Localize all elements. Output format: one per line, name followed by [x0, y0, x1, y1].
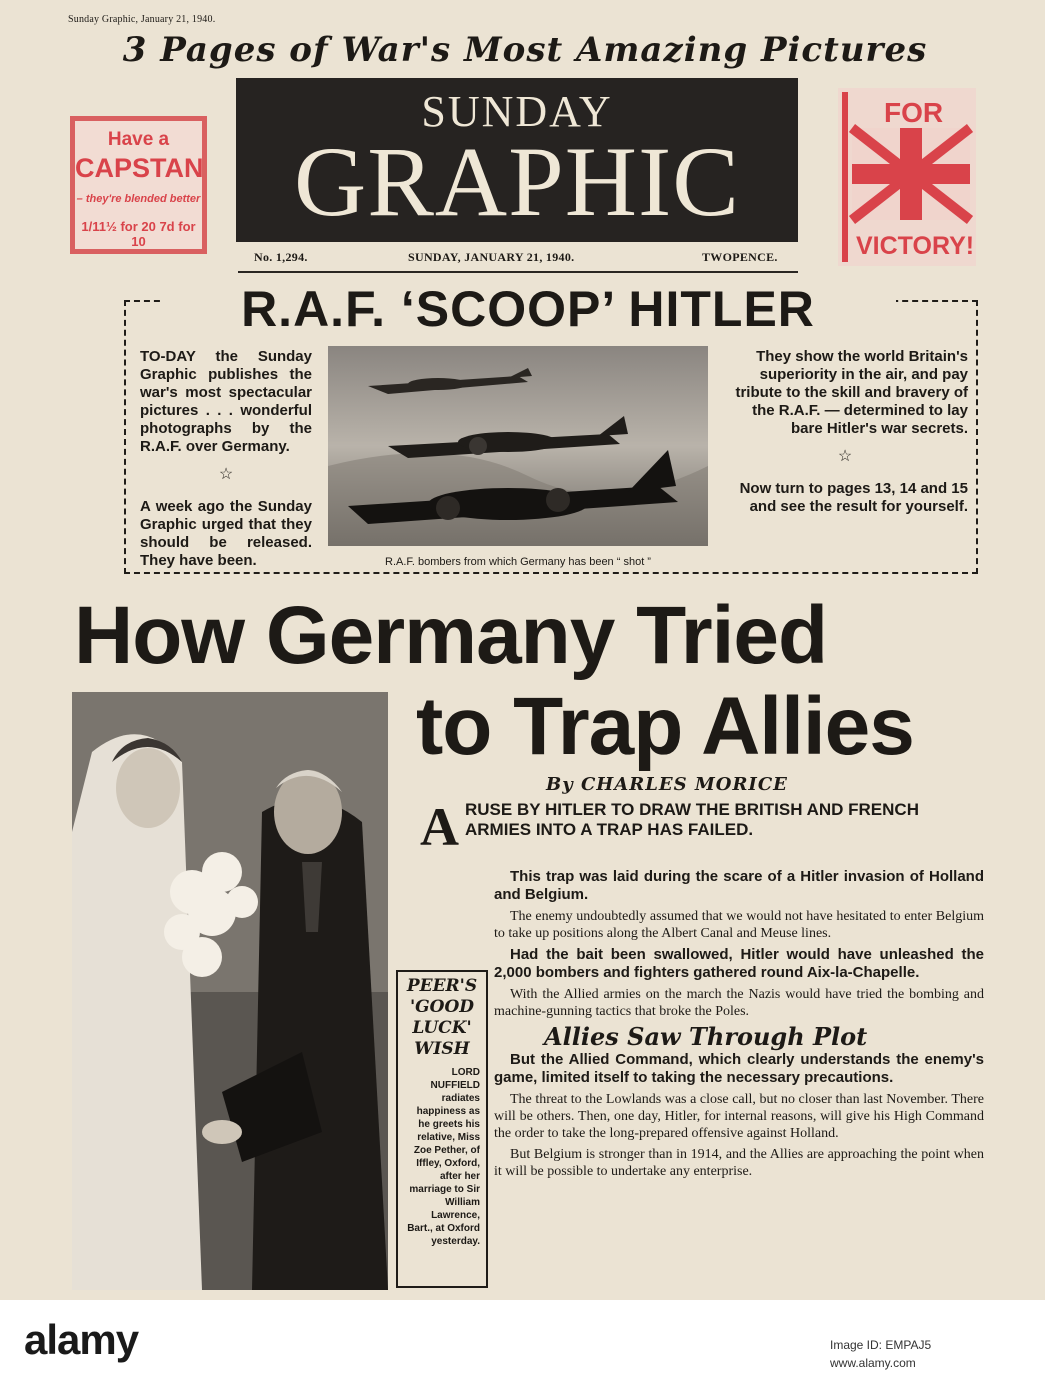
- article-body: [494, 868, 984, 1184]
- for-victory-ad: [838, 88, 976, 266]
- article-subhead: Allies Saw Through Plot: [544, 1022, 868, 1051]
- bomber-photo-caption: R.A.F. bombers from which Germany has been “ shot ”: [385, 556, 651, 568]
- article-p5: But the Allied Command, which clearly understands the enemy's game, limited itself to taking the necessary precautions.: [494, 1051, 984, 1086]
- bomber-photo: [328, 346, 708, 546]
- article-lede: [420, 797, 980, 857]
- article-p3: Had the bait been swallowed, Hitler would have unleashed the 2,000 bombers and fighters gathered round Aix-la-Chapelle.: [494, 946, 984, 981]
- star-icon: ☆: [218, 466, 234, 483]
- masthead: [236, 78, 798, 242]
- capstan-ad-prices: 1/11½ for 20 7d for 10: [81, 219, 196, 249]
- peer-heading-1: PEER'S: [406, 976, 478, 996]
- scoop-left-column: [140, 348, 312, 580]
- peer-heading-2: 'GOOD: [409, 997, 475, 1017]
- article-p7: But Belgium is stronger than in 1914, and the Allies are approaching the point when it will be possible to undertake any enterprise.: [494, 1147, 984, 1179]
- masthead-sunday: SUNDAY: [421, 87, 613, 136]
- scoop-right-p1: They show the world Britain's superiority in the air, and pay tribute to the skill and bravery of the R.A.F. — determined to lay bare Hitler's war secrets.: [735, 348, 968, 437]
- article-p6: The threat to the Lowlands was a close call, but no closer than last November. There will be others. Then, one day, Hitler, for internal reasons, will give his High Command the order to take the long-prepared offensive against Holland.: [494, 1092, 984, 1141]
- star-icon: ☆: [837, 448, 853, 465]
- issue-price: TWOPENCE.: [702, 250, 778, 264]
- article-p1: This trap was laid during the scare of a Hitler invasion of Holland and Belgium.: [494, 868, 984, 903]
- alamy-logo: alamy: [24, 1316, 139, 1363]
- watermark-url: www.alamy.com: [830, 1356, 916, 1370]
- masthead-graphic: GRAPHIC: [294, 126, 740, 237]
- article-p4: With the Allied armies on the march the Nazis would have tried the bombing and machine-gunning tactics that broke the Poles.: [494, 987, 984, 1019]
- lede-dropcap: A: [420, 797, 459, 857]
- peer-caption-text: LORD NUFFIELD radiates happiness as he greets his relative, Miss Zoe Pether, of Iffley, Oxford, after her marriage to Sir William Lawrence, Bart., at Oxford yesterday.: [407, 1067, 480, 1247]
- capstan-ad-line1: Have a: [107, 129, 170, 150]
- main-headline-line1: How Germany Tried: [74, 590, 828, 681]
- scoop-right-p2: Now turn to pages 13, 14 and 15 and see the result for yourself.: [739, 480, 968, 515]
- capstan-ad-slogan: – they're blended better: [76, 193, 201, 205]
- peer-heading-3: LUCK': [412, 1018, 472, 1038]
- issue-date: SUNDAY, JANUARY 21, 1940.: [408, 250, 575, 264]
- scoop-left-p2: A week ago the Sunday Graphic urged that they should be released. They have been.: [140, 498, 312, 569]
- capstan-ad: [70, 116, 207, 254]
- scoop-headline: R.A.F. ‘SCOOP’ HITLER: [160, 280, 896, 338]
- peer-caption-box: [396, 970, 488, 1288]
- lede-text: RUSE BY HITLER TO DRAW THE BRITISH AND FRENCH ARMIES INTO A TRAP HAS FAILED.: [465, 800, 919, 839]
- union-flag-icon: [838, 88, 976, 266]
- scoop-left-p1: TO-DAY the Sunday Graphic publishes the war's most spectacular pictures . . . wonderful photographs by the R.A.F. over Germany.: [140, 348, 312, 455]
- scoop-right-column: [722, 348, 968, 526]
- article-p2: The enemy undoubtedly assumed that we would not have hesitated to enter Belgium to take up positions along the Albert Canal and Meuse lines.: [494, 909, 984, 941]
- main-headline-line2: to Trap Allies: [416, 681, 914, 772]
- wedding-photo: [72, 692, 388, 1290]
- masthead-rule: [238, 271, 798, 273]
- dateline: Sunday Graphic, January 21, 1940.: [68, 14, 216, 25]
- image-id: Image ID: EMPAJ5: [830, 1338, 932, 1352]
- issue-number: No. 1,294.: [254, 250, 308, 264]
- top-banner: 3 Pages of War's Most Amazing Pictures: [122, 30, 928, 70]
- peer-heading-4: WISH: [414, 1039, 470, 1059]
- byline: By CHARLES MORICE: [546, 774, 788, 795]
- victory-ad-for: FOR: [884, 97, 944, 128]
- capstan-ad-brand: CAPSTAN: [75, 153, 204, 183]
- victory-ad-victory: VICTORY!: [856, 232, 975, 260]
